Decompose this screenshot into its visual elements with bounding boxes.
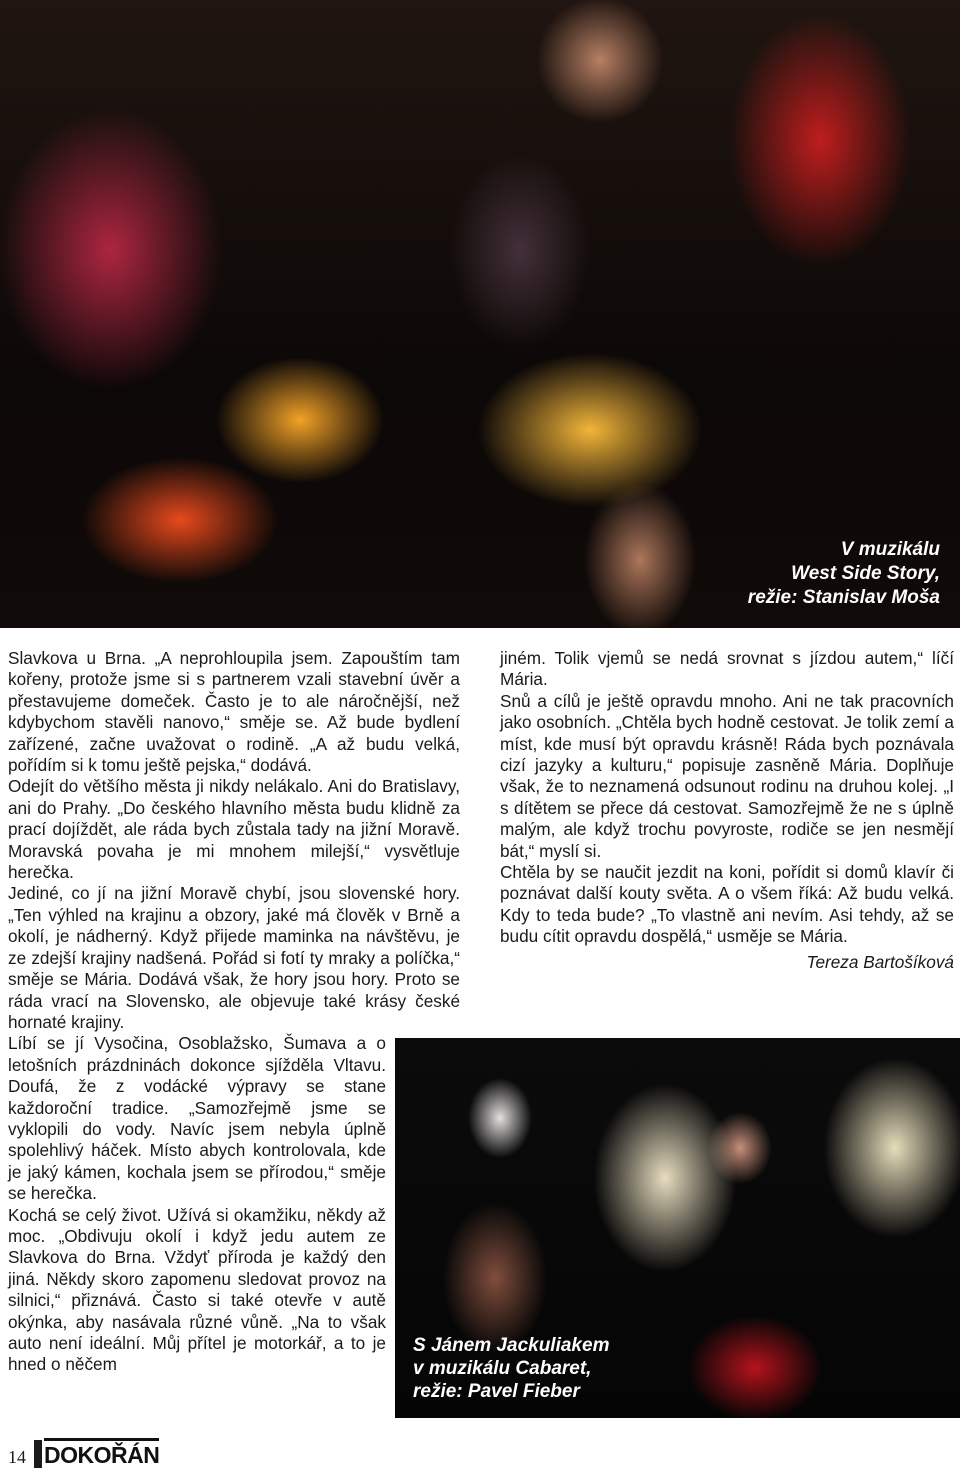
caption-line: režie: Pavel Fieber — [413, 1381, 580, 1402]
magazine-name: DOKOŘÁN — [44, 1438, 159, 1468]
bottom-photo-caption — [413, 1334, 609, 1403]
caption-line: West Side Story, — [791, 563, 940, 584]
article-paragraph: Jediné, co jí na jižní Moravě chybí, jsou slovenské hory. „Ten výhled na krajinu a obzory, jaké má člověk v Brně a okolí, je nádherný. Když přijede maminka na návštěvu, je ze zdejší krajiny nadšená. Pořád si fotí ty mraky a políčka,“ směje se Mária. Dodává však, že hory jsou hory. Proto se ráda vrací na Slovensko, ale objevuje také krásy české hornaté krajiny. — [8, 883, 460, 1032]
page-number: 14 — [8, 1447, 26, 1467]
cabaret-photo — [395, 1038, 960, 1418]
article-paragraph: Snů a cílů je ještě opravdu mnoho. Ani ne tak pracovních jako osobních. „Chtěla bych hodně cestovat. Je tolik zemí a míst, kde musí být opravdu krásně! Ráda bych poznávala cizí jazyky a kulturu,“ popisuje zasněně Mária. Doplňuje však, že to neznamená odsunout rodinu na druhou kolej. „I s dítětem se přece dá cestovat. Samozřejmě že ne s úplně malým, ale když trochu povyroste, rodiče se jen nesmějí bát,“ myslí si. — [500, 690, 954, 861]
logo-bar-icon — [34, 1440, 42, 1468]
right-column — [500, 648, 954, 973]
caption-line: režie: Stanislav Moša — [747, 587, 940, 608]
magazine-logo — [34, 1438, 159, 1468]
caption-line: S Jánem Jackuliakem — [413, 1335, 610, 1356]
author-name: Tereza Bartošíková — [806, 951, 954, 972]
article-paragraph: jiném. Tolik vjemů se nedá srovnat s jízdou autem,“ líčí Mária. — [500, 648, 954, 690]
left-column-narrow — [8, 1033, 386, 1376]
article-paragraph: Kochá se celý život. Užívá si okamžiku, někdy až moc. „Obdivuju okolí i když jedu autem ze Slavkova do Brna. Vždyť příroda je každý den jiná. Někdy skoro zapomenu sledovat provoz na silnici,“ přiznává. Často si také otevře v autě okýnka, aby nasávala různé vůně. „Na to však auto není ideální. Můj přítel je motorkář, a to je hned o něčem — [8, 1204, 386, 1375]
dancers-photo — [0, 0, 960, 628]
top-photo-caption — [748, 538, 940, 610]
article-paragraph: Chtěla by se naučit jezdit na koni, pořídit si domů klavír či poznávat další kouty světa. A o všem říká: Až budu velká. Kdy to teda bude? „To vlastně ani nevím. Asi tehdy, až se budu cítit opravdu dospělá,“ usměje se Mária. — [500, 862, 954, 947]
article-paragraph: Odejít do většího města ji nikdy nelákalo. Ani do Bratislavy, ani do Prahy. „Do českého hlavního města budu klidně za prací dojíždět, ale ráda bych zůstala tady na jižní Moravě. Moravská povaha je mi mnohem milejší,“ vysvětluje herečka. — [8, 776, 460, 883]
left-column — [8, 648, 460, 1376]
caption-line: v muzikálu Cabaret, — [413, 1358, 592, 1379]
left-column-wide — [8, 648, 460, 1033]
page-footer — [8, 1432, 159, 1468]
article-paragraph: Líbí se jí Vysočina, Osoblažsko, Šumava a o letošních prázdninách dokonce sjížděla Vltavu. Doufá, že z vodácké výpravy se stane každoroční tradice. „Samozřejmě jsme se vyklopili do vody. Navíc jsem nebyla úplně spolehlivý háček. Místo abych kontrolovala, kde je jaký kámen, kochala jsem se přírodou,“ směje se herečka. — [8, 1033, 386, 1204]
caption-line: V muzikálu — [840, 539, 940, 560]
article-paragraph: Slavkova u Brna. „A neprohloupila jsem. Zapouštím tam kořeny, protože jsme si s partnerem vzali stavební úvěr a přestavujeme domeček. Často je to ale náročnější, než kdybychom stavěli nanovo,“ směje se. Až bude bydlení zařízené, začne uvažovat o rodině. „A až budu velká, pořídím si k tomu ještě pejska,“ dodává. — [8, 648, 460, 776]
